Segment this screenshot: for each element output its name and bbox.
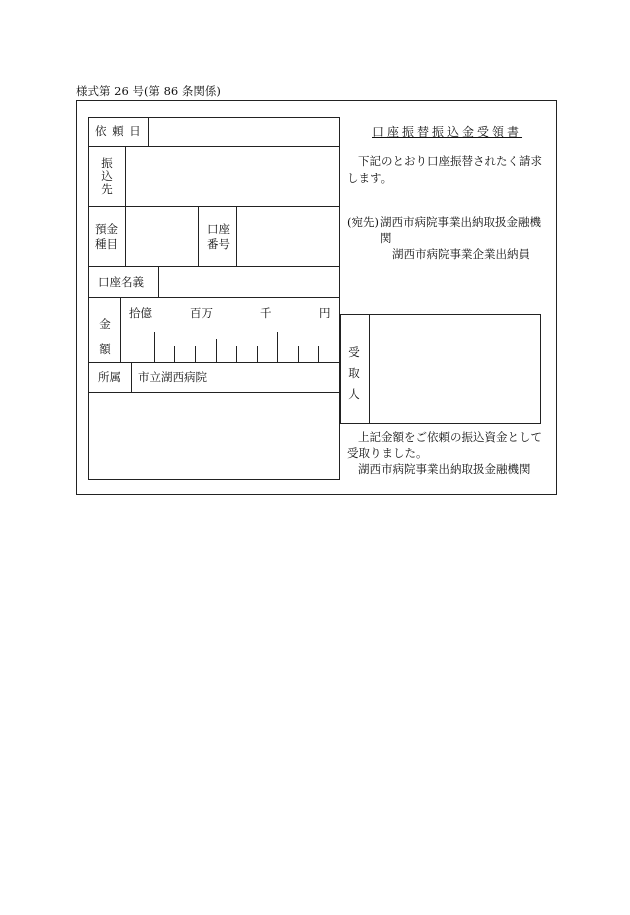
amount-label: 金額 [99, 317, 111, 356]
deposit-type-label: 預金種目 [95, 222, 118, 251]
affiliation-label: 所属 [98, 370, 121, 384]
digit-unit-billion: 拾億 [129, 306, 152, 320]
request-text-line2: します。 [347, 171, 393, 185]
account-name-label: 口座名義 [98, 275, 144, 289]
recipient-field[interactable] [370, 315, 540, 423]
affiliation-value: 市立湖西病院 [138, 370, 207, 384]
receipt-line3: 湖西市病院事業出納取扱金融機関 [358, 462, 531, 476]
account-number-field[interactable] [237, 207, 339, 265]
payee-field[interactable] [126, 147, 339, 205]
digit-unit-yen: 円 [319, 306, 331, 320]
digit-unit-million: 百万 [190, 306, 213, 320]
form-title: 口座振替振込金受領書 [372, 125, 523, 139]
request-date-label: 依 頼 日 [95, 124, 142, 138]
form-number: 様式第 26 号(第 86 条関係) [76, 84, 221, 98]
digit-unit-thousand: 千 [260, 306, 272, 320]
receipt-line1: 上記金額をご依頼の振込資金として [358, 430, 542, 444]
deposit-type-field[interactable] [126, 207, 198, 265]
payee-label: 振込先 [101, 156, 113, 196]
request-text-line1: 下記のとおり口座振替されたく請求 [358, 154, 542, 168]
recipient-label: 受取人 [348, 345, 360, 401]
remarks-area[interactable] [89, 393, 339, 479]
request-date-field[interactable] [149, 118, 339, 145]
addressee-line1: 湖西市病院事業出納取扱金融機 [380, 215, 541, 229]
receipt-line2: 受取りました。 [347, 446, 428, 460]
account-name-field[interactable] [159, 267, 339, 296]
addressee-prefix: (宛先) [347, 215, 379, 229]
account-number-label: 口座番号 [207, 222, 230, 251]
addressee-line3: 湖西市病院事業企業出納員 [392, 247, 530, 261]
addressee-line2: 関 [380, 231, 392, 245]
